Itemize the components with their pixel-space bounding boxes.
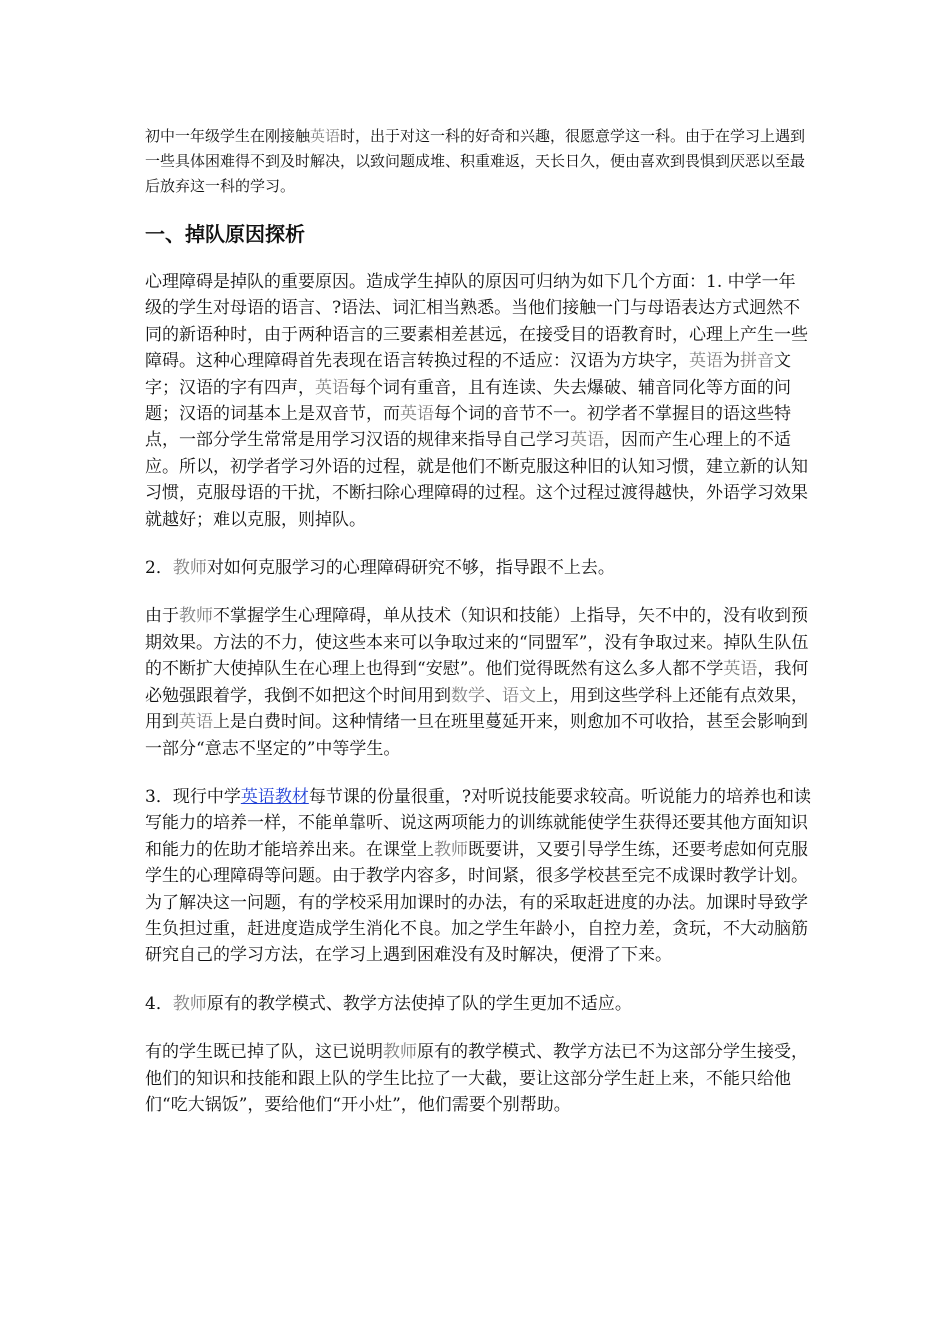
- text-run: 4．: [145, 993, 173, 1014]
- keyword-term: 英语: [400, 404, 434, 425]
- keyword-term: 教师: [172, 558, 207, 579]
- text-run: 、: [485, 685, 502, 706]
- text-run: 不掌握学生心理障碍，单从技术（知识和技能）上指导，矢不中的，没有收到预期效果。方法的不力，使这些本来可以争取过来的“同盟军”，没有争取过来。掉队生队伍的不断扩大使掉队生在心理上也得到“安慰”。他们觉得既然有这么多人都不学: [145, 606, 809, 680]
- paragraph-teacher-method: [145, 603, 811, 761]
- keyword-term: 拼音: [740, 351, 774, 372]
- paragraph-psychological-barrier: [145, 269, 811, 533]
- keyword-term: 英语: [315, 377, 349, 398]
- keyword-term: 语文: [502, 685, 536, 706]
- text-run: ，因而产生心理上的不适应。所以，初学者学习外语的过程，就是他们不断克服这种旧的认知习惯，建立新的认知习惯，克服母语的干扰，不断扫除心理障碍的过程。这个过程过渡得越快，外语学习效果就越好；难以克服，则掉队。: [145, 430, 808, 530]
- text-run: 上是白费时间。这种情绪一旦在班里蔓延开来，则愈加不可收拾，甚至会影响到一部分“意志不坚定的”中等学生。: [145, 712, 808, 759]
- keyword-term: 教师: [434, 839, 468, 860]
- text-run: 原有的教学模式、教学方法使掉了队的学生更加不适应。: [206, 993, 632, 1014]
- keyword-term: 英语: [689, 351, 723, 372]
- link-english-textbook[interactable]: 英语教材: [240, 786, 309, 807]
- keyword-term: 英语: [570, 430, 604, 451]
- text-run: 上，用到这些学科上还能有点效果，用到: [145, 685, 808, 733]
- text-run: 文字；汉语的字有四声，: [145, 351, 791, 398]
- document-content: [145, 124, 811, 1140]
- keyword-term: 英语: [310, 127, 341, 145]
- text-run: 每节课的份量很重，?对听说技能要求较高。听说能力的培养也和读写能力的培养一样，不能单靠听、说这两项能力的训练就能使学生获得还要其他方面知识和能力的佐助才能培养出来。在课堂上: [145, 786, 811, 860]
- paragraph-individual-help: [145, 1039, 811, 1118]
- keyword-term: 英语: [179, 712, 213, 733]
- keyword-term: 英语: [723, 659, 758, 680]
- text-run: 由于: [145, 606, 179, 627]
- paragraph-point-2: [145, 555, 811, 581]
- section-heading: 一、掉队原因探析: [145, 222, 305, 246]
- text-run: 既要讲，又要引导学生练，还要考虑如何克服学生的心理障碍等问题。由于教学内容多，时间紧，很多学校甚至完不成课时教学计划。为了解决这一问题，有的学校采用加课时的办法，有的采取赶进度的办法。加课时导致学生负担过重，赶进度造成学生消化不良。加之学生年龄小，自控力差，贪玩，不大动脑筋研究自己的学习方法，在学习上遇到困难没有及时解决，便滑了下来。: [145, 839, 808, 966]
- text-run: 每个词的音节不一。初学者不掌握目的语这些特点，一部分学生常常是用学习汉语的规律来指导自己学习: [145, 404, 791, 451]
- text-run: 心理障碍是掉队的重要原因。造成学生掉队的原因可归纳为如下几个方面：1. 中学一年级的学生对母语的语言、?语法、词汇相当熟悉。当他们接触一门与母语表达方式迥然不同的新语种时，由于两种语言的三要素相差甚远，在接受目的语教育时，心理上产生一些障碍。这种心理障碍首先表现在语言转换过程的不适应：汉语为方块字，: [145, 272, 808, 372]
- paragraph-point-3: [145, 784, 811, 969]
- text-run: 初中一年级学生在刚接触: [145, 127, 311, 145]
- keyword-term: 教师: [172, 993, 207, 1014]
- text-run: 2．: [145, 558, 173, 579]
- keyword-term: 数学: [451, 685, 485, 706]
- text-run: 为: [723, 351, 740, 372]
- text-run: 每个词有重音，且有连读、失去爆破、辅音同化等方面的问题；汉语的词基本上是双音节，而: [145, 377, 791, 425]
- text-run: 3．现行中学: [145, 786, 241, 807]
- text-run: ，我何必勉强跟着学，我倒不如把这个时间用到: [145, 659, 809, 706]
- text-run: 时，出于对这一科的好奇和兴趣，很愿意学这一科。由于在学习上遇到一些具体困难得不到及时解决，以致问题成堆、积重难返，天长日久，便由喜欢到畏惧到厌恶以至最后放弃这一科的学习。: [145, 127, 806, 195]
- paragraph-point-4: [145, 991, 811, 1017]
- intro-paragraph: [145, 124, 811, 199]
- keyword-term: 教师: [179, 606, 213, 627]
- text-run: 原有的教学模式、教学方法已不为这部分学生接受，他们的知识和技能和跟上队的学生比拉了一大截，要让这部分学生赶上来，不能只给他们“吃大锅饭”，要给他们“开小灶”，他们需要个别帮助。: [145, 1042, 808, 1115]
- text-run: 有的学生既已掉了队，这已说明: [145, 1042, 383, 1063]
- keyword-term: 教师: [383, 1042, 417, 1063]
- text-run: 对如何克服学习的心理障碍研究不够，指导跟不上去。: [206, 558, 615, 579]
